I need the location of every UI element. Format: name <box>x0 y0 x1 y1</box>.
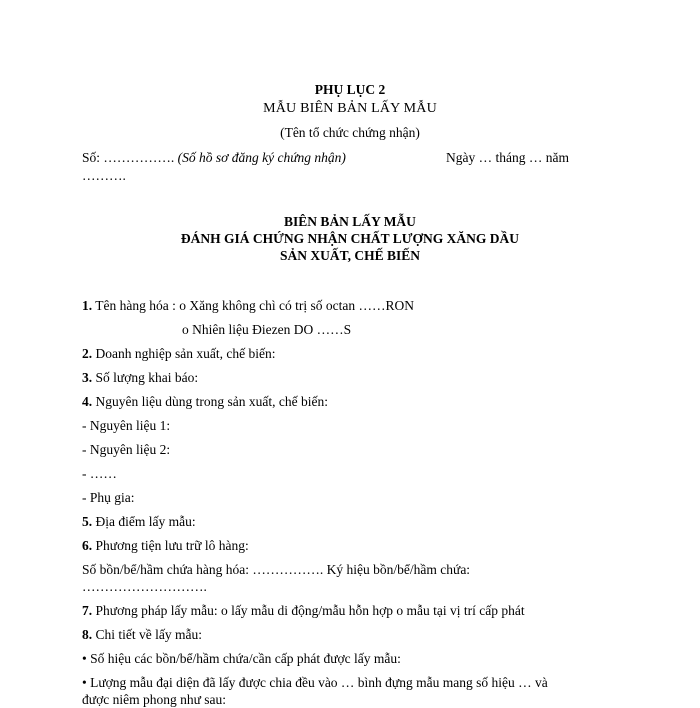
item-number: 1. <box>82 298 93 313</box>
additive: - Phụ gia: <box>82 490 135 505</box>
item-number: 2. <box>82 346 93 361</box>
material-more: - …… <box>82 466 117 481</box>
item-8 <box>82 627 202 643</box>
item-text: Nguyên liệu dùng trong sản xuất, chế biến: <box>95 394 328 409</box>
item-text: Chi tiết về lấy mẫu: <box>95 627 202 642</box>
item-number: 5. <box>82 514 93 529</box>
item-number: 3. <box>82 370 93 385</box>
item-number: 6. <box>82 538 93 553</box>
item-number: 4. <box>82 394 93 409</box>
item-text: Tên hàng hóa : o Xăng không chì có trị số octan ……RON <box>95 298 414 313</box>
tank-number-line: Số bồn/bể/hầm chứa hàng hóa: ……………. Ký hiệu bồn/bể/hầm chứa: <box>82 562 471 577</box>
date-continuation: ………. <box>82 168 126 183</box>
record-title-line3: SẢN XUẤT, CHẾ BIẾN <box>279 248 421 263</box>
appendix-heading: PHỤ LỤC 2 <box>314 82 386 97</box>
form-title: MẪU BIÊN BẢN LẤY MẪU <box>263 101 437 116</box>
item-5 <box>82 514 196 530</box>
item-number: 7. <box>82 603 93 618</box>
item-text: Địa điểm lấy mẫu: <box>95 514 196 529</box>
sample-distribution: • Lượng mẫu đại diện đã lấy được chia đều vào … bình đựng mẫu mang số hiệu … và <box>82 675 548 690</box>
item-2 <box>82 346 275 362</box>
record-title-line2: ĐÁNH GIÁ CHỨNG NHẬN CHẤT LƯỢNG XĂNG DẦU <box>180 231 520 246</box>
item-3 <box>82 370 198 386</box>
tank-number-continuation: ………………………. <box>82 579 207 594</box>
record-title-line1: BIÊN BẢN LẤY MẪU <box>284 214 416 229</box>
number-note: (Số hồ sơ đăng ký chứng nhận) <box>177 150 346 165</box>
item-text: Phương tiện lưu trữ lô hàng: <box>95 538 249 553</box>
item-1 <box>82 298 414 314</box>
item-text: Doanh nghiệp sản xuất, chế biến: <box>95 346 276 361</box>
number-label: Số: ……………. <box>82 150 175 165</box>
date-line: Ngày … tháng … năm <box>446 150 569 165</box>
item-1-option: o Nhiên liệu Điezen DO ……S <box>182 322 352 337</box>
item-7 <box>82 603 525 619</box>
organization-name: (Tên tổ chức chứng nhận) <box>280 125 420 140</box>
item-6 <box>82 538 249 554</box>
seal-description: được niêm phong như sau: <box>82 692 227 707</box>
item-text: Số lượng khai báo: <box>95 370 199 385</box>
item-text: Phương pháp lấy mẫu: o lấy mẫu di động/mẫu hỗn hợp o mẫu tại vị trí cấp phát <box>95 603 525 618</box>
material-2: - Nguyên liệu 2: <box>82 442 171 457</box>
sampled-tanks: • Số hiệu các bồn/bể/hầm chứa/cần cấp phát được lấy mẫu: <box>82 651 401 666</box>
document-number-line <box>82 150 346 166</box>
item-number: 8. <box>82 627 93 642</box>
item-4 <box>82 394 328 410</box>
material-1: - Nguyên liệu 1: <box>82 418 171 433</box>
